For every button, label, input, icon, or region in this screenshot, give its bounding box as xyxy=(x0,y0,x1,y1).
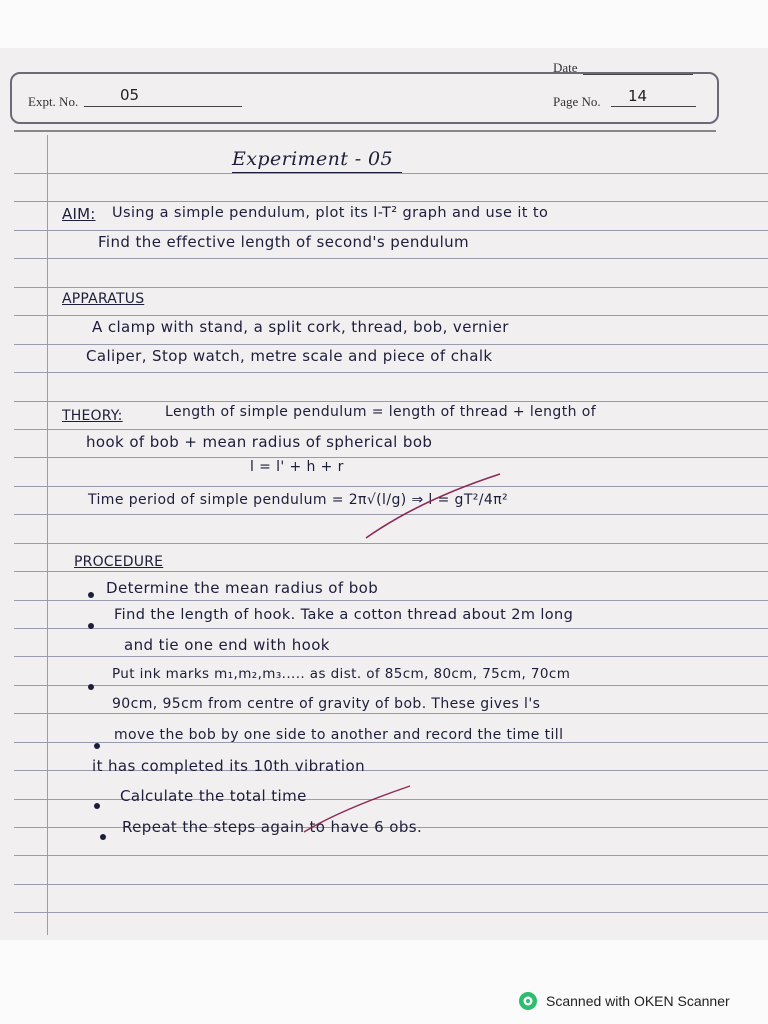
apparatus-line-2: Caliper, Stop watch, metre scale and piece of chalk xyxy=(86,347,493,365)
expt-no-value: 05 xyxy=(120,86,140,104)
procedure-heading: PROCEDURE xyxy=(74,554,164,570)
theory-line-1: Length of simple pendulum = length of thread + length of xyxy=(165,404,597,420)
procedure-step-1: Determine the mean radius of bob xyxy=(106,579,379,597)
procedure-step-4b: it has completed its 10th vibration xyxy=(92,757,365,775)
header-box xyxy=(10,72,719,124)
bullet-dot xyxy=(88,592,94,598)
theory-formula-1: l = l' + h + r xyxy=(250,459,344,475)
aim-line-2: Find the effective length of second's pendulum xyxy=(98,233,470,251)
procedure-step-3: Put ink marks m₁,m₂,m₃..... as dist. of 85cm, 80cm, 75cm, 70cm xyxy=(112,666,571,682)
expt-no-underline xyxy=(84,106,242,107)
bullet-dot xyxy=(94,743,100,749)
theory-heading: THEORY: xyxy=(62,408,123,424)
check-mark-icon xyxy=(360,470,510,550)
procedure-step-6: Repeat the steps again to have 6 obs. xyxy=(122,818,423,836)
aim-line-1: Using a simple pendulum, plot its l-T² graph and use it to xyxy=(112,205,549,221)
page-no-value: 14 xyxy=(628,87,648,105)
title-underline xyxy=(232,172,402,173)
page-no-underline xyxy=(611,106,696,107)
oken-scanner-logo-icon xyxy=(518,991,538,1011)
theory-formula-2: Time period of simple pendulum = 2π√(l/g) ⇒ l = gT²/4π² xyxy=(88,492,509,508)
check-mark-icon xyxy=(300,780,420,840)
scanner-text: Scanned with OKEN Scanner xyxy=(546,993,730,1009)
bullet-dot xyxy=(94,803,100,809)
scanner-footer xyxy=(518,989,730,1013)
procedure-step-4: move the bob by one side to another and record the time till xyxy=(114,727,564,743)
bullet-dot xyxy=(100,834,106,840)
theory-line-2: hook of bob + mean radius of spherical bob xyxy=(86,433,433,451)
aim-heading: AIM: xyxy=(62,205,96,223)
procedure-step-5: Calculate the total time xyxy=(120,787,307,805)
margin-line xyxy=(47,135,48,935)
procedure-step-2b: and tie one end with hook xyxy=(124,636,330,654)
apparatus-heading: APPARATUS xyxy=(62,291,145,307)
page-top-margin xyxy=(0,0,768,48)
bullet-dot xyxy=(88,684,94,690)
apparatus-line-1: A clamp with stand, a split cork, thread, bob, vernier xyxy=(92,318,509,336)
expt-no-label: Expt. No. xyxy=(28,94,79,109)
date-label: Date xyxy=(553,60,578,75)
procedure-step-3b: 90cm, 95cm from centre of gravity of bob. These gives l's xyxy=(112,696,541,712)
page-no-label: Page No. xyxy=(553,94,601,109)
procedure-step-2: Find the length of hook. Take a cotton thread about 2m long xyxy=(114,607,574,623)
experiment-title: Experiment - 05 xyxy=(232,148,393,170)
bullet-dot xyxy=(88,623,94,629)
